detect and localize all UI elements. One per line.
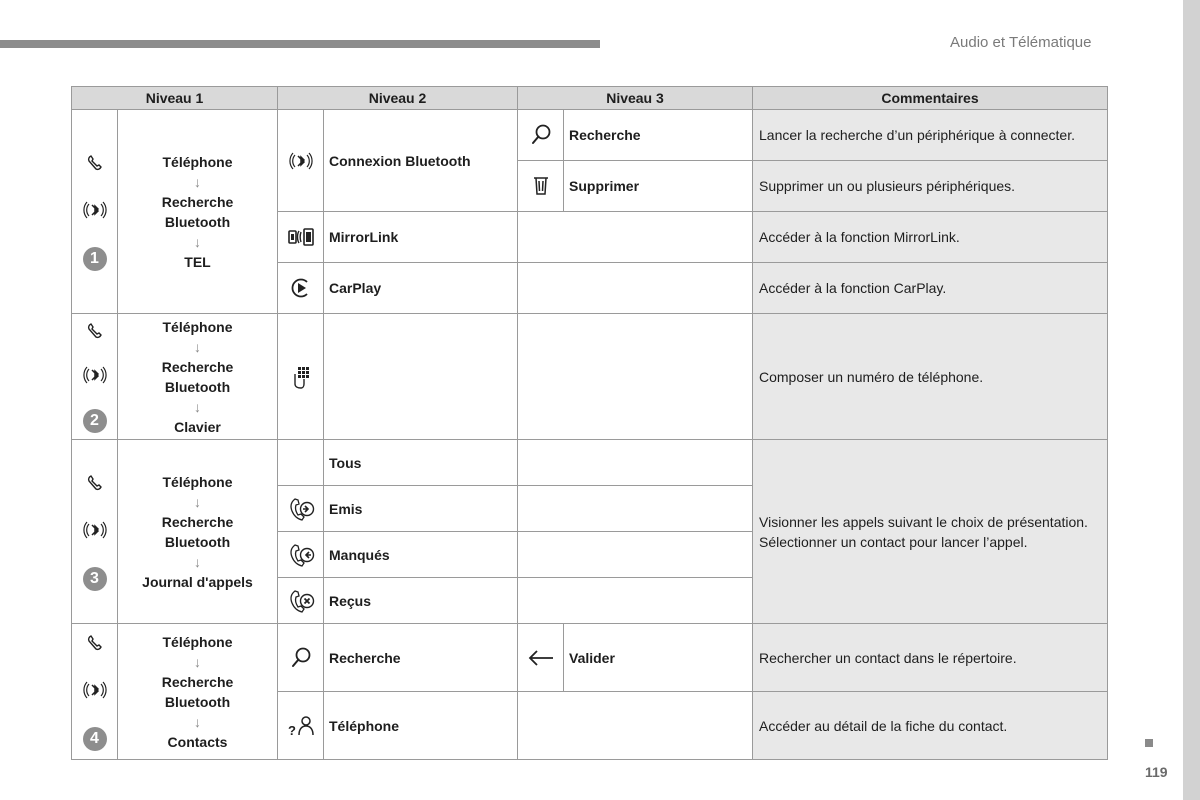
level1-path <box>118 624 278 760</box>
missed-call-icon[interactable] <box>286 542 316 568</box>
level3-empty <box>518 440 753 486</box>
level2-icon-cell <box>278 440 324 486</box>
header-rule <box>0 40 600 48</box>
comment-cell: Accéder au détail de la fiche du contact. <box>753 692 1108 760</box>
level3-label[interactable]: Recherche <box>564 110 753 161</box>
level1-item: Bluetooth <box>164 378 231 395</box>
arrow-down-icon: ↓ <box>194 653 201 670</box>
level1-item: Bluetooth <box>164 213 231 230</box>
level2-empty <box>324 314 518 440</box>
header-niveau-2: Niveau 2 <box>278 87 518 110</box>
header-niveau-3: Niveau 3 <box>518 87 753 110</box>
level3-empty <box>518 314 753 440</box>
level3-label[interactable]: Supprimer <box>564 161 753 212</box>
outgoing-call-icon[interactable] <box>286 496 316 522</box>
keypad-icon[interactable] <box>289 364 313 390</box>
bluetooth-icon[interactable] <box>288 148 314 174</box>
header-niveau-1: Niveau 1 <box>72 87 278 110</box>
level2-label[interactable]: Recherche <box>324 624 518 692</box>
level2-icon-cell <box>278 532 324 578</box>
bluetooth-icon <box>82 197 108 223</box>
level2-label[interactable]: Manqués <box>324 532 518 578</box>
table-row <box>72 110 1108 161</box>
level2-label[interactable]: CarPlay <box>324 263 518 314</box>
comment-cell: Supprimer un ou plusieurs périphériques. <box>753 161 1108 212</box>
level3-empty <box>518 578 753 624</box>
comment-cell <box>753 440 1108 624</box>
bluetooth-icon <box>82 517 108 543</box>
level2-icon-cell <box>278 314 324 440</box>
step-badge: 1 <box>83 247 107 271</box>
table-row <box>72 624 1108 692</box>
level3-icon-cell <box>518 624 564 692</box>
level2-label[interactable]: MirrorLink <box>324 212 518 263</box>
level1-path <box>118 314 278 440</box>
level3-empty <box>518 263 753 314</box>
received-call-icon[interactable] <box>286 588 316 614</box>
level1-item: Journal d'appels <box>142 573 253 590</box>
level1-item: Bluetooth <box>164 693 231 710</box>
level1-icons <box>72 110 118 314</box>
level1-item: Recherche <box>161 358 234 375</box>
page-marker <box>1145 739 1153 747</box>
level3-empty <box>518 692 753 760</box>
comment-cell: Lancer la recherche d’un périphérique à connecter. <box>753 110 1108 161</box>
level2-label[interactable]: Tous <box>324 440 518 486</box>
level1-item: Téléphone <box>162 318 233 335</box>
level1-path <box>118 110 278 314</box>
arrow-down-icon: ↓ <box>194 173 201 190</box>
comment-line: Sélectionner un contact pour lancer l’appel. <box>759 533 1028 550</box>
level3-icon-cell <box>518 161 564 212</box>
arrow-down-icon: ↓ <box>194 338 201 355</box>
chapter-title: Audio et Télématique <box>950 34 1092 51</box>
step-badge: 2 <box>83 409 107 433</box>
level1-item: Téléphone <box>162 633 233 650</box>
arrow-down-icon: ↓ <box>194 713 201 730</box>
table-row <box>72 440 1108 486</box>
header-commentaires: Commentaires <box>753 87 1108 110</box>
arrow-down-icon: ↓ <box>194 398 201 415</box>
level1-icons <box>72 314 118 440</box>
level2-icon-cell <box>278 486 324 532</box>
level1-icons <box>72 624 118 760</box>
level1-item: Recherche <box>161 193 234 210</box>
step-badge: 3 <box>83 567 107 591</box>
search-icon[interactable] <box>289 646 313 670</box>
level2-icon-cell <box>278 110 324 212</box>
level1-item: Bluetooth <box>164 533 231 550</box>
comment-cell: Accéder à la fonction CarPlay. <box>753 263 1108 314</box>
level3-icon-cell <box>518 110 564 161</box>
level2-label[interactable]: Emis <box>324 486 518 532</box>
page-number: 119 <box>1145 764 1168 780</box>
level2-icon-cell <box>278 263 324 314</box>
arrow-down-icon: ↓ <box>194 233 201 250</box>
arrow-down-icon: ↓ <box>194 493 201 510</box>
back-arrow-icon[interactable] <box>525 648 557 668</box>
level2-label[interactable]: Reçus <box>324 578 518 624</box>
phone-icon <box>85 321 105 341</box>
phone-icon <box>85 633 105 653</box>
mirrorlink-icon[interactable] <box>287 226 315 248</box>
arrow-down-icon: ↓ <box>194 553 201 570</box>
level3-empty <box>518 212 753 263</box>
level3-empty <box>518 486 753 532</box>
level1-item: Téléphone <box>162 473 233 490</box>
level2-icon-cell <box>278 692 324 760</box>
carplay-icon[interactable] <box>289 276 313 300</box>
phone-icon <box>85 473 105 493</box>
level1-item: TEL <box>184 253 211 270</box>
level1-item: Contacts <box>167 733 228 750</box>
phone-icon <box>85 153 105 173</box>
level3-empty <box>518 532 753 578</box>
menu-table <box>71 86 1108 760</box>
comment-cell: Composer un numéro de téléphone. <box>753 314 1108 440</box>
level3-label[interactable]: Valider <box>564 624 753 692</box>
level2-icon-cell <box>278 212 324 263</box>
comment-cell: Accéder à la fonction MirrorLink. <box>753 212 1108 263</box>
bluetooth-icon <box>82 677 108 703</box>
level2-label[interactable]: Téléphone <box>324 692 518 760</box>
level1-icons <box>72 440 118 624</box>
search-icon[interactable] <box>529 123 553 147</box>
level2-icon-cell <box>278 624 324 692</box>
level2-label[interactable]: Connexion Bluetooth <box>324 110 518 212</box>
contact-details-icon[interactable] <box>287 714 315 738</box>
table-row <box>72 314 1108 440</box>
level1-path <box>118 440 278 624</box>
comment-cell: Rechercher un contact dans le répertoire. <box>753 624 1108 692</box>
page-side-strip <box>1183 0 1200 800</box>
step-badge: 4 <box>83 727 107 751</box>
level1-item: Clavier <box>174 418 221 435</box>
level1-item: Recherche <box>161 513 234 530</box>
bluetooth-icon <box>82 362 108 388</box>
trash-icon[interactable] <box>531 175 551 197</box>
comment-line: Visionner les appels suivant le choix de présentation. <box>759 513 1088 530</box>
table-header-row <box>72 87 1108 110</box>
level2-icon-cell <box>278 578 324 624</box>
level1-item: Téléphone <box>162 153 233 170</box>
level1-item: Recherche <box>161 673 234 690</box>
